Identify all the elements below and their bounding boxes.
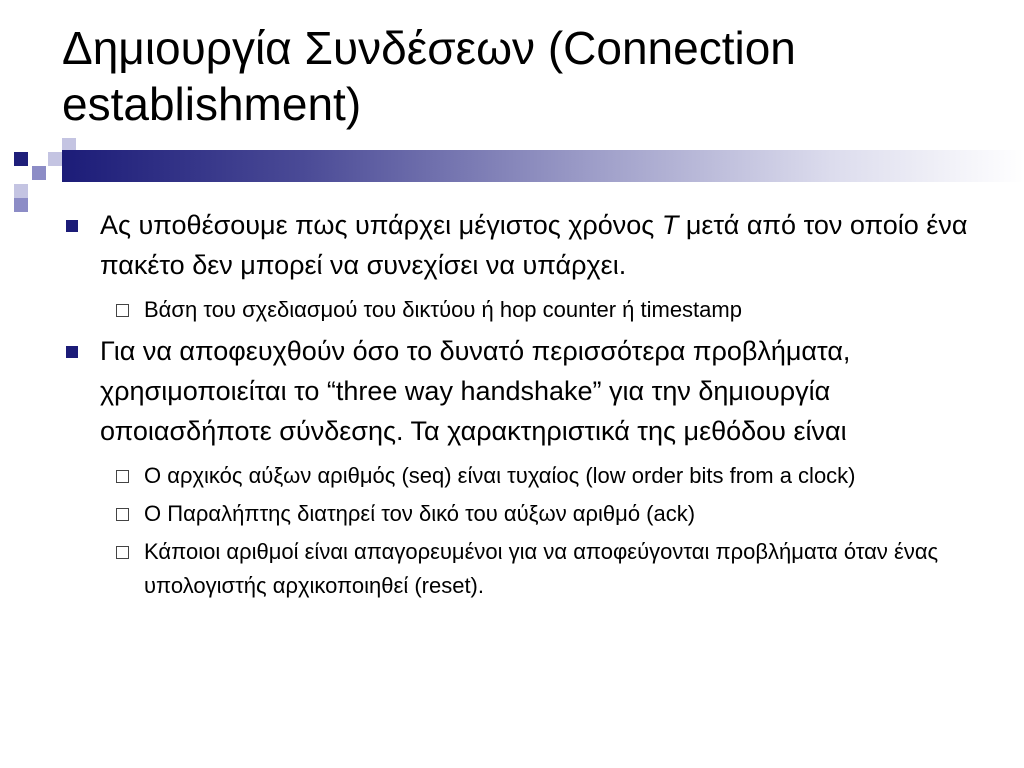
slide-title-line-1: Δημιουργία Συνδέσεων (Connection bbox=[62, 22, 796, 74]
sub-bullet-text: Ο Παραλήπτης διατηρεί τον δικό του αύξων αριθμό (ack) bbox=[144, 501, 696, 526]
hollow-square-bullet-icon bbox=[116, 508, 129, 521]
deco-square bbox=[48, 152, 62, 166]
title-underline-bar bbox=[62, 150, 1024, 182]
slide-body bbox=[62, 205, 972, 607]
bullet-item bbox=[62, 331, 972, 451]
sub-bullet-item bbox=[62, 293, 972, 327]
hollow-square-bullet-icon bbox=[116, 470, 129, 483]
sub-bullet-item bbox=[62, 459, 972, 493]
sub-bullet-text: Βάση του σχεδιασμού του δικτύου ή hop counter ή timestamp bbox=[144, 297, 742, 322]
deco-square bbox=[32, 166, 46, 180]
sub-bullet-item bbox=[62, 497, 972, 531]
square-bullet-icon bbox=[66, 346, 78, 358]
sub-bullet-item bbox=[62, 535, 972, 603]
sub-bullet-text: Ο αρχικός αύξων αριθμός (seq) είναι τυχαίος (low order bits from a clock) bbox=[144, 463, 856, 488]
bullet-italic-variable: T bbox=[661, 210, 679, 240]
deco-square bbox=[14, 184, 28, 198]
bullet-text: Ας υποθέσουμε πως υπάρχει μέγιστος χρόνος bbox=[100, 210, 662, 240]
bullet-item bbox=[62, 205, 972, 285]
deco-square bbox=[14, 152, 28, 166]
slide-title bbox=[62, 20, 992, 132]
hollow-square-bullet-icon bbox=[116, 546, 129, 559]
sub-bullet-text: Κάποιοι αριθμοί είναι απαγορευμένοι για να αποφεύγονται προβλήματα όταν ένας υπολογιστής αρχικοποιηθεί (reset). bbox=[144, 539, 939, 598]
bullet-text-continued: μετά από τον οποίο ένα πακέτο δεν μπορεί να συνεχίσει να υπάρχει. bbox=[100, 210, 968, 280]
slide-title-line-2: establishment) bbox=[62, 78, 362, 130]
hollow-square-bullet-icon bbox=[116, 304, 129, 317]
bullet-text: Για να αποφευχθούν όσο το δυνατό περισσότερα προβλήματα, χρησιμοποιείται το “three way handshake” για την δημιουργία οποιασδήποτε σύνδεσης. Τα χαρακτηριστικά της μεθόδου είναι bbox=[100, 336, 851, 446]
deco-square bbox=[14, 198, 28, 212]
square-bullet-icon bbox=[66, 220, 78, 232]
